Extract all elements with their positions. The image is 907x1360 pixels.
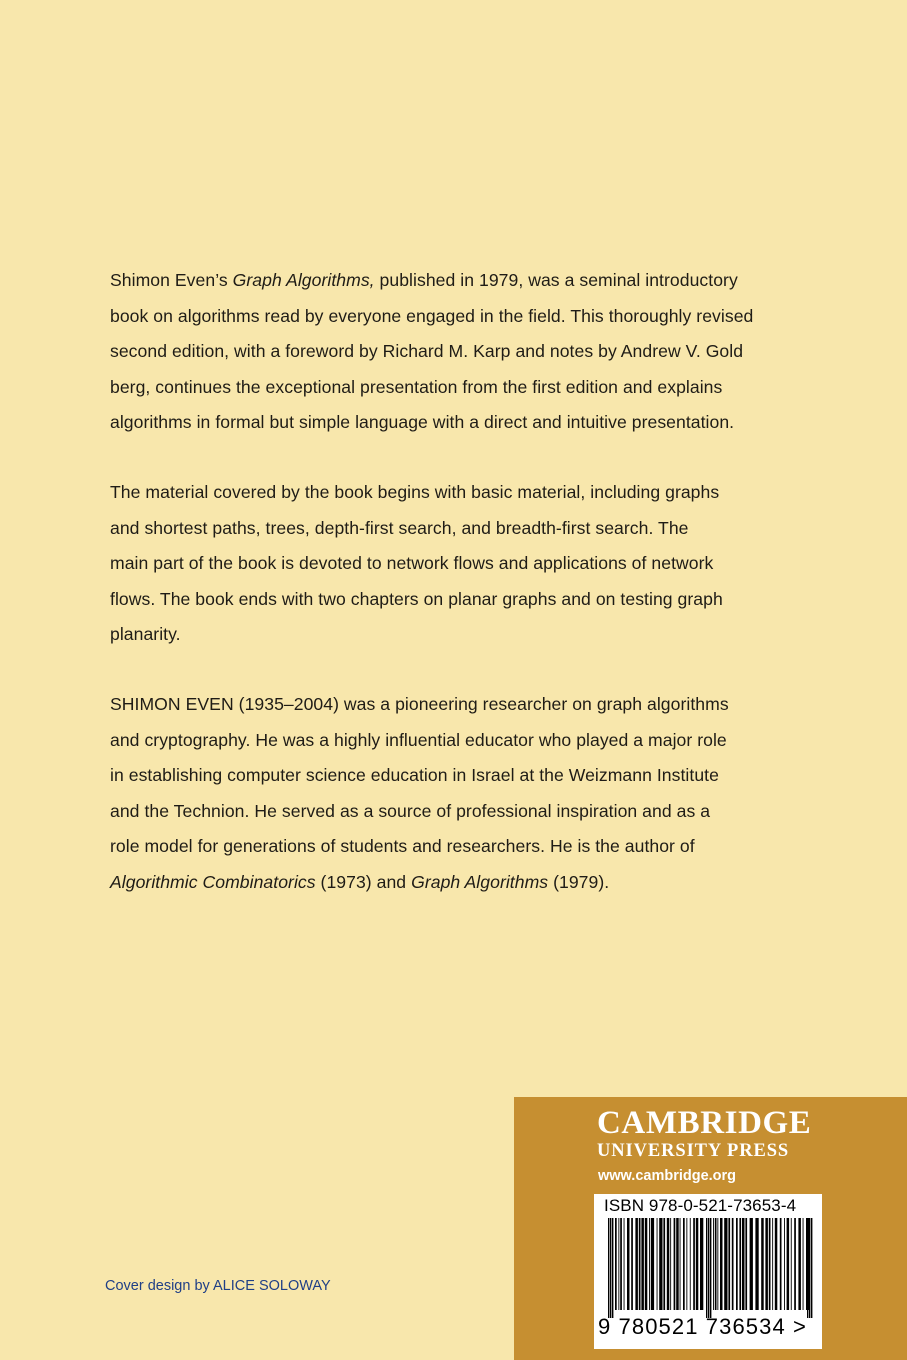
barcode-bar xyxy=(645,1218,648,1310)
barcode-bar xyxy=(794,1218,796,1310)
text-run: book on algorithms read by everyone engaged in the field. This thoroughly revised xyxy=(110,305,754,326)
barcode-guard-bar xyxy=(708,1218,709,1318)
barcode-bar xyxy=(713,1218,714,1310)
barcode-bars xyxy=(608,1218,813,1318)
barcode-guard-bar xyxy=(610,1218,611,1318)
blurb-line xyxy=(110,299,820,335)
blurb-text xyxy=(110,263,820,935)
barcode-bar xyxy=(772,1218,773,1310)
barcode-bar xyxy=(745,1218,747,1310)
barcode-guard-bar xyxy=(608,1218,609,1318)
barcode-bar xyxy=(663,1218,665,1310)
barcode-bar xyxy=(736,1218,738,1310)
blurb-line xyxy=(110,582,820,618)
barcode-digits: 9 780521 736534 > xyxy=(598,1314,807,1339)
barcode-bar xyxy=(620,1218,622,1310)
barcode-bar xyxy=(627,1218,630,1310)
blurb-line xyxy=(110,370,820,406)
text-run: in establishing computer science education in Israel at the Weizmann Institute xyxy=(110,765,719,786)
barcode-bar xyxy=(769,1218,771,1310)
barcode-box xyxy=(594,1194,822,1349)
blurb-line xyxy=(110,475,820,511)
barcode-bar xyxy=(728,1218,730,1310)
text-run: main part of the book is devoted to network flows and applications of network xyxy=(110,553,714,574)
barcode-bar xyxy=(765,1218,768,1310)
publisher-url: www.cambridge.org xyxy=(598,1168,737,1184)
barcode-bar xyxy=(761,1218,764,1310)
blurb-line xyxy=(110,794,820,830)
text-run: and shortest paths, trees, depth-first search, and breadth-first search. The xyxy=(110,517,689,538)
publisher-logo-name: CAMBRIDGE xyxy=(597,1105,812,1141)
blurb-line xyxy=(110,546,820,582)
barcode-bar xyxy=(755,1218,758,1310)
barcode-bar xyxy=(657,1218,658,1310)
barcode-bar xyxy=(732,1218,734,1310)
blurb-line xyxy=(110,758,820,794)
barcode-bar xyxy=(615,1218,617,1310)
blurb-line xyxy=(110,829,820,865)
italic-title-text: Algorithmic Combinatorics xyxy=(110,871,316,892)
barcode-guard-bar xyxy=(710,1218,711,1318)
barcode-bar xyxy=(724,1218,727,1310)
barcode-bar xyxy=(641,1218,644,1310)
barcode-guard-bar xyxy=(809,1218,810,1318)
blurb-line xyxy=(110,723,820,759)
barcode-bar xyxy=(780,1218,782,1310)
text-run: Shimon Even’s xyxy=(110,270,233,290)
text-run: The material covered by the book begins with basic material, including graphs xyxy=(110,481,720,502)
barcode-bar xyxy=(667,1218,670,1310)
barcode-bar xyxy=(791,1218,792,1310)
cover-design-credit: Cover design by ALICE SOLOWAY xyxy=(105,1278,331,1294)
barcode-guard-bar xyxy=(811,1218,812,1318)
text-run: (1979). xyxy=(548,871,610,892)
barcode-bar xyxy=(742,1218,745,1310)
text-run: second edition, with a foreword by Richard M. Karp and notes by Andrew V. Gold xyxy=(110,341,744,362)
text-run: published in 1979, was a seminal introductory xyxy=(374,270,738,290)
barcode-bar xyxy=(680,1218,681,1310)
barcode-bar xyxy=(775,1218,778,1310)
barcode-bar xyxy=(787,1218,790,1310)
blurb-line xyxy=(110,511,820,547)
blurb-line xyxy=(110,263,820,299)
text-run: SHIMON EVEN (1935–2004) was a pioneering researcher on graph algorithms xyxy=(110,693,729,714)
barcode-guard-bar xyxy=(706,1218,707,1318)
barcode-bar xyxy=(700,1218,703,1310)
barcode-bar xyxy=(784,1218,785,1310)
barcode-bar xyxy=(674,1218,676,1310)
barcode-bar xyxy=(649,1218,650,1310)
barcode-bar xyxy=(750,1218,753,1310)
isbn-label: ISBN 978-0-521-73653-4 xyxy=(604,1196,797,1215)
author-bio-paragraph xyxy=(110,687,820,901)
barcode-bar xyxy=(803,1218,804,1310)
barcode-bar xyxy=(631,1218,633,1310)
text-run: and the Technion. He served as a source of professional inspiration and as a xyxy=(110,800,711,821)
barcode-bar xyxy=(639,1218,641,1310)
barcode-guard-bar xyxy=(612,1218,613,1318)
blurb-line xyxy=(110,617,820,653)
barcode-bar xyxy=(651,1218,654,1310)
barcode-bar xyxy=(720,1218,723,1310)
blurb-line xyxy=(110,405,820,441)
barcode-bar xyxy=(624,1218,625,1310)
text-run: algorithms in formal but simple language with a direct and intuitive presentation. xyxy=(110,412,735,433)
text-run: (1973) and xyxy=(315,871,412,892)
text-run: planarity. xyxy=(110,624,181,645)
barcode-bar xyxy=(739,1218,741,1310)
text-run: role model for generations of students and researchers. He is the author of xyxy=(110,836,695,857)
text-run: and cryptography. He was a highly influential educator who played a major role xyxy=(110,729,727,750)
barcode-bar xyxy=(618,1218,619,1310)
italic-title-text: Graph Algorithms, xyxy=(232,270,375,290)
barcode-bar xyxy=(717,1218,718,1310)
barcode-bar xyxy=(696,1218,699,1310)
barcode-bar xyxy=(659,1218,662,1310)
blurb-line xyxy=(110,865,820,901)
barcode-bar xyxy=(635,1218,638,1310)
barcode-bar xyxy=(670,1218,671,1310)
publisher-logo-subtitle: UNIVERSITY PRESS xyxy=(597,1141,790,1161)
text-run: flows. The book ends with two chapters on planar graphs and on testing graph xyxy=(110,588,723,609)
barcode-bar xyxy=(798,1218,801,1310)
barcode-bar xyxy=(683,1218,685,1310)
italic-title-text: Graph Algorithms xyxy=(411,871,549,892)
barcode-bar xyxy=(676,1218,679,1310)
barcode-bar xyxy=(690,1218,691,1310)
blurb-paragraph-1 xyxy=(110,263,820,441)
barcode-guard-bar xyxy=(807,1218,808,1318)
blurb-line xyxy=(110,687,820,723)
barcode-bar xyxy=(693,1218,695,1310)
text-run: berg, continues the exceptional presentation from the first edition and explains xyxy=(110,376,723,397)
blurb-paragraph-2 xyxy=(110,475,820,653)
publisher-panel xyxy=(514,1097,907,1360)
barcode-bar xyxy=(686,1218,687,1310)
barcode-bar xyxy=(715,1218,717,1310)
blurb-line xyxy=(110,334,820,370)
